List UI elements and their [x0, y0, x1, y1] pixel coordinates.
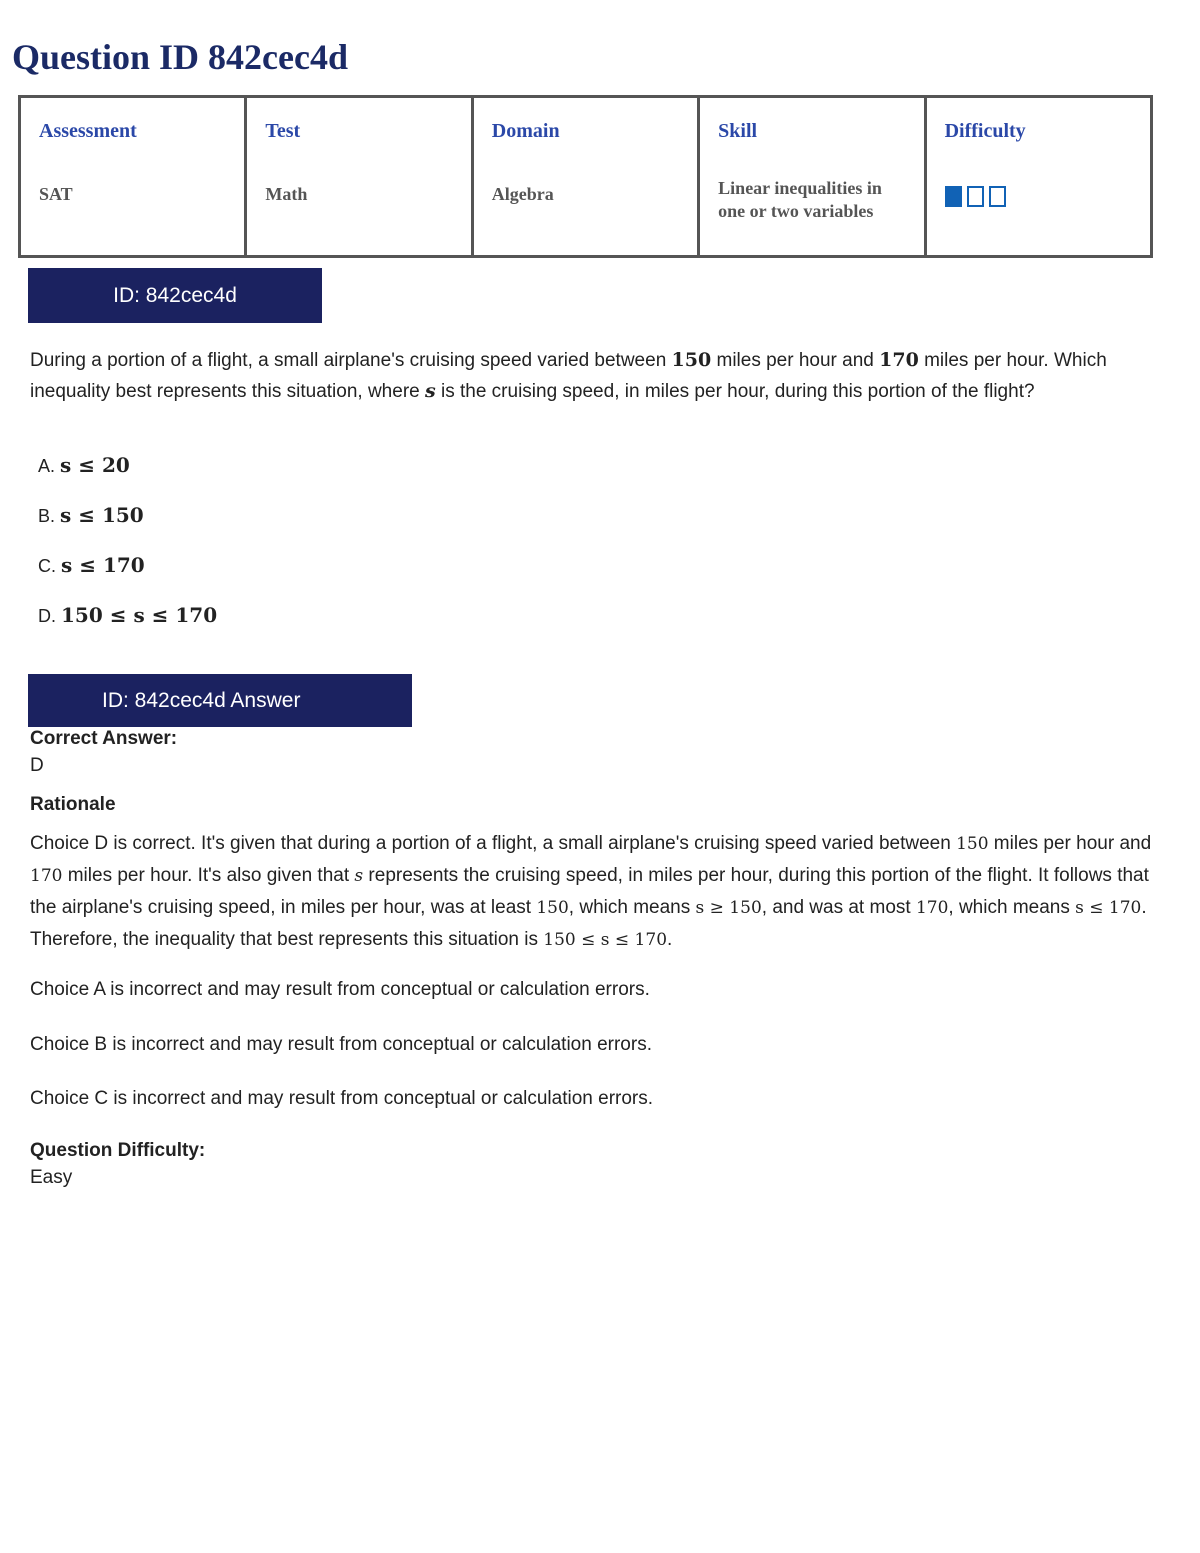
stem-text: miles per hour. Which inequality best represents this situation, where [30, 350, 1107, 402]
answer-choice-d[interactable] [38, 603, 217, 627]
difficulty-box-empty [989, 186, 1006, 207]
domain-cell [472, 97, 698, 257]
page-title: Question ID 842cec4d [12, 37, 348, 77]
answer-choice-b[interactable] [38, 503, 144, 527]
rationale-paragraph-choice-b: Choice B is incorrect and may result from conceptual or calculation errors. [30, 1034, 652, 1055]
rationale-text: . [667, 929, 673, 950]
rationale-text: , which means [568, 897, 696, 918]
choice-letter: C. [38, 556, 56, 576]
rationale-text: . Therefore, the inequality that best represents this situation is [30, 897, 1147, 950]
rationale-variable: s [354, 866, 364, 886]
stem-variable: s [425, 380, 436, 402]
rationale-paragraph-choice-a: Choice A is incorrect and may result from conceptual or calculation errors. [30, 979, 650, 1000]
choice-letter: B. [38, 506, 56, 526]
choice-math: 150 ≤ s ≤ 170 [61, 603, 218, 627]
rationale-text: Choice D is correct. It's given that during a portion of a flight, a small airplane's cruising speed varied between [30, 833, 957, 854]
domain-value: Algebra [491, 184, 554, 204]
question-difficulty-label: Question Difficulty: [30, 1140, 206, 1161]
answer-choice-a[interactable] [38, 453, 130, 477]
difficulty-label: Difficulty [944, 120, 1026, 142]
stem-text: During a portion of a flight, a small airplane's cruising speed varied between [30, 350, 672, 371]
assessment-label: Assessment [39, 120, 137, 142]
correct-answer-value: D [30, 755, 44, 776]
assessment-value: SAT [39, 184, 73, 204]
rationale-number: 150 [536, 898, 569, 918]
choice-math: s ≤ 20 [60, 453, 130, 477]
difficulty-box-empty [967, 186, 984, 207]
skill-value: Linear inequalities in one or two variables [718, 178, 882, 221]
rationale-text: , which means [948, 897, 1076, 918]
skill-cell [699, 97, 925, 257]
question-stem [30, 345, 1160, 407]
rationale-number: 150 [956, 834, 989, 854]
rationale-number: 170 [30, 866, 63, 886]
rationale-text: miles per hour. It's also given that [62, 865, 355, 886]
rationale-math: s ≥ 150 [695, 898, 762, 918]
question-difficulty-value: Easy [30, 1167, 73, 1188]
correct-answer-label: Correct Answer: [30, 728, 178, 749]
test-label: Test [265, 120, 301, 142]
answer-id-banner: ID: 842cec4d Answer [28, 674, 412, 727]
assessment-cell [20, 97, 246, 257]
skill-label: Skill [718, 120, 758, 142]
rationale-paragraph-choice-c: Choice C is incorrect and may result from conceptual or calculation errors. [30, 1088, 654, 1109]
rationale-paragraph-correct [30, 828, 1170, 956]
choice-letter: A. [38, 456, 56, 476]
question-id-banner: ID: 842cec4d [28, 268, 322, 323]
difficulty-indicator [945, 186, 1132, 207]
stem-text: is the cruising speed, in miles per hour, during this portion of the flight? [435, 381, 1035, 402]
stem-text: miles per hour and [711, 350, 880, 371]
rationale-text: , and was at most [761, 897, 916, 918]
rationale-text: miles per hour and [988, 833, 1152, 854]
stem-number: 170 [879, 349, 919, 371]
difficulty-cell [925, 97, 1151, 257]
rationale-math: 150 ≤ s ≤ 170 [543, 930, 668, 950]
difficulty-box-filled [945, 186, 962, 207]
rationale-math: s ≤ 170 [1075, 898, 1142, 918]
test-cell [246, 97, 472, 257]
stem-number: 150 [671, 349, 712, 371]
answer-choice-c[interactable] [38, 553, 145, 577]
choice-math: s ≤ 170 [61, 553, 145, 577]
choice-letter: D. [38, 606, 56, 626]
domain-label: Domain [491, 120, 560, 142]
question-metadata-table [18, 95, 1153, 258]
rationale-number: 170 [915, 898, 949, 918]
test-value: Math [265, 184, 308, 204]
choice-math: s ≤ 150 [60, 503, 144, 527]
rationale-heading: Rationale [30, 794, 116, 815]
rationale-text: represents the cruising speed, in miles per hour, during this portion of the flight. It follows that the airplane's cruising speed, in miles per hour, was at least [30, 865, 1149, 918]
